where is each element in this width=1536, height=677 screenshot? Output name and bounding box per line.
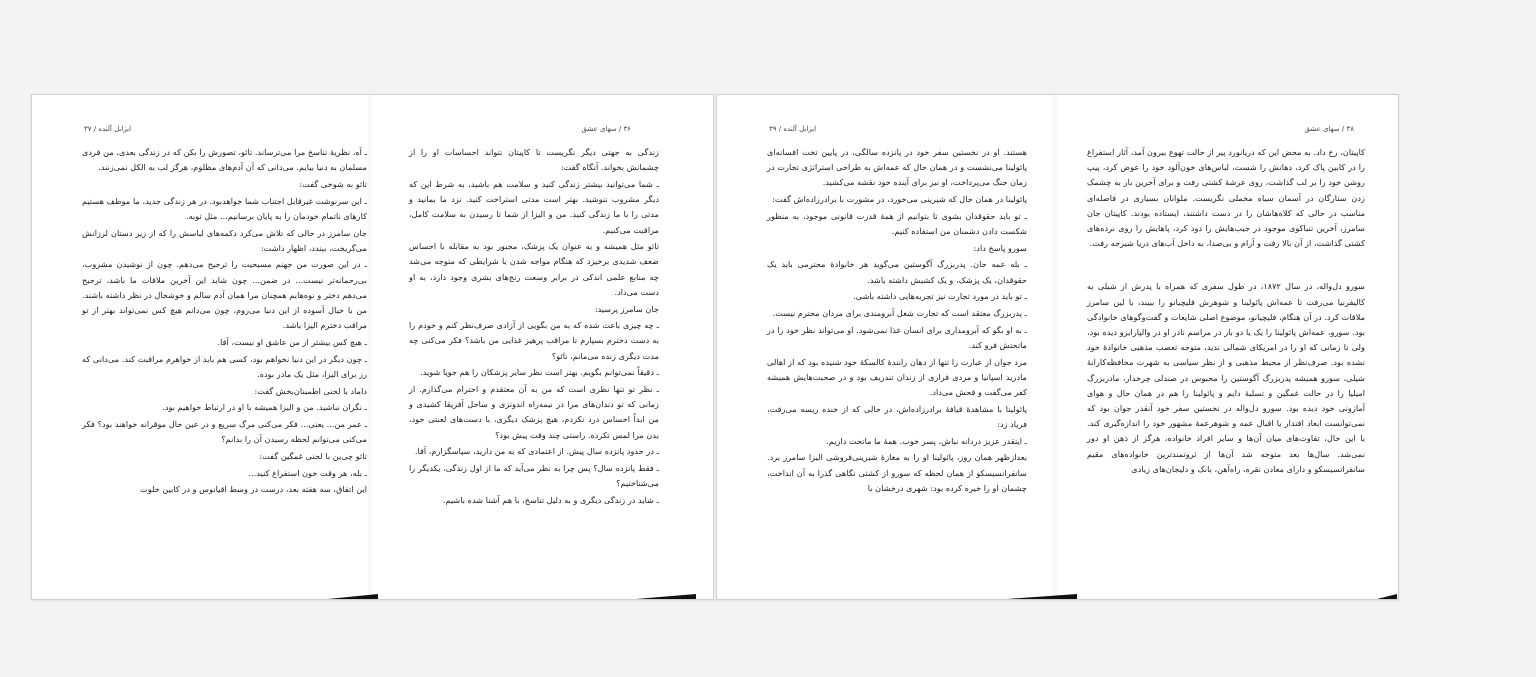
paragraph: تائو چی‌ین با لحنی غمگین گفت: <box>259 450 367 461</box>
paragraph: ـ چه چیزی باعث شده که به من بگویی از آزادی صرف‌نظر کنم و خودم را به دست دخترم بسپارم تا مراقب پرهیز غذایی من باشد؟ فکر می‌کنی چه مدت دیگری زنده می‌مانم، تائو؟ <box>409 320 659 361</box>
paragraph: سورو دل‌واله، در سال ۱۸۷۲، در طول سفری که همراه با پدرش از شیلی به کالیفرنیا می‌رفت تا عمه‌اش پائولینا و شوهرش فلیچیانو را ببیند، با لین سامرز ملاقات کرد. در آن هنگام، فلیچیانو، موضوع اصلی شایعات و گفت‌وگوهای خانوادگی بود. سورو، عمه‌اش پائولینا را یک یا دو بار در مراسم نادر او در والپارایزو دیده بود، ولی تا زمانی که او را در امریکای شمالی ندید، متوجه تعصب مذهبی خانوادهٔ خود نشده بود. صرف‌نظر از محیط مذهبی و از نظر سیاسی به شهرت محافظه‌کارانهٔ شیلی، سورو همیشه پدربزرگ آگوستین را محبوس در صندلی چرخدار، مادربزرگ امیلیا را در حالت غمگین و تسلیهٔ دایم و پائولینا را هم در همان حال و هوای آمازونی خود دیده بود. سورو دل‌واله در نخستین سفر خود آنقدر جوان بود که نمی‌توانست ابعاد اقتدار یا اقبال عمه و شوهرعمهٔ مشهور خود را اندازه‌گیری کند. با این حال، تفاوت‌های میان آن‌ها و سایر افراد خانواده، هرگز از ذهن او دور نمی‌شد. سال‌ها بعد متوجه شد آن‌ها از ثروتمندترین خانواده‌های مقیم سانفرانسیسکو و دارای معادن نقره، راه‌آهن، بانک و دلیجان‌های زیادی <box>1087 281 1365 474</box>
paragraph: ـ بله عمه جان. پدربزرگ آگوستین می‌گوید هر خانوادهٔ محترمی باید یک حقوقدان، یک پزشک، و یک کشیش داشته باشد. <box>767 259 1027 285</box>
page-corner <box>1377 594 1397 599</box>
page-header: ایزابل آلنده / ۳۷ <box>84 125 132 133</box>
text-column <box>409 145 659 510</box>
paragraph: ـ بله، هر وقت خون استفراغ کنید... <box>248 467 367 478</box>
page-header: ایزابل آلنده / ۳۹ <box>769 125 817 133</box>
paragraph: ـ تو باید حقوقدان بشوی تا بتوانیم از همهٔ قدرت قانونی موجود، به منظور شکست دادن دشمنان من استفاده کنیم. <box>767 210 1027 237</box>
text-column <box>82 145 367 499</box>
paragraph: ـ پدربزرگ معتقد است که تجارت شغل آبرومندی برای مردان محترم نیست. <box>772 308 1027 319</box>
page-corner <box>636 594 696 599</box>
paragraph: کاپیتان، رخ داد. به محض این که دریانورد پیر از حالت تهوع بیرون آمد، آثار استفراغ را در کابین پاک کرد، دهانش را شست، لباس‌های خون‌آلود خود را عوض کرد، پیپ روشن خود را بر لب گذاشت، روی عرشهٔ کشتی رفت و برای آخرین بار به چشمک زدن ستارگان در آسمان سیاه مخملی نگریست. ملوانان بسیاری در فاصله‌ای مناسب در حالی که کلاه‌هاشان را در دست داشتند، ایستاده بودند. کاپیتان جان سامرز، آخرین تنباکوی موجود در جیب‌هایش را دود کرد، پاهایش را روی نرده‌های کشتی گذاشت، از آن بالا رفت و آرام و بی‌صدا، به داخل آب‌های دریا شیرجه رفت. <box>1087 147 1365 249</box>
book-spread-right <box>716 94 1399 600</box>
paragraph: پائولینا در همان حال که شیرینی می‌خورد، در مشورت با برادرزاده‌اش گفت: <box>772 194 1027 205</box>
page-corner <box>1007 594 1077 599</box>
page-left <box>717 95 1057 599</box>
paragraph: ـ نظر تو تنها نظری است که من به آن معتقدم و احترام می‌گذارم. از زمانی که تو دندان‌های مرا در نیمه‌راه اندونزی و ساحل آفریقا کشیدی و من ابداً احساس درد نکردم، هیچ پزشک دیگری، با دست‌های لعنتی خود، بدن مرا لمس نکرده. راستی چند وقت پیش بود؟ <box>409 384 659 440</box>
page-left <box>32 95 372 599</box>
paragraph: مرد جوان از عبارت را تنها از دهان رانندهٔ کالسکهٔ خود شنیده بود که از اهالی مادرید اسپانیا و مردی فراری از زندان تندریف بود و در صحبت‌هایش همیشه کفر می‌گفت و فحش می‌داد. <box>767 356 1027 398</box>
paragraph: بعدازظهر همان روز، پائولینا او را به مغازهٔ شیرینی‌فروشی الیزا سامرز برد. سانفرانسیسکو از همان لحظه که سورو از کشتی نگاهی گذرا به آن انداخت، چشمان او را خیره کرده بود: شهری درخشان با <box>767 452 1027 493</box>
paragraph: ـ چون دیگر در این دنیا نخواهم بود، کسی هم باید از خواهرم مراقبت کند. می‌دانی که رز برای الیزا، مثل یک مادر بوده. <box>82 353 367 379</box>
paragraph: ـ آه، نظریهٔ تناسخ مرا می‌ترساند. تائو، تصورش را بکن که در زندگی بعدی، من فردی مسلمان به دنیا بیایم. می‌دانی که آن آدم‌های مظلوم، هرگز لب به الکل نمی‌زنند. <box>82 147 367 173</box>
paragraph: داماد با لحنی اطمینان‌بخش گفت: <box>254 385 367 396</box>
paragraph: این اتفاق، سه هفته بعد، درست در وسط اقیانوس و در کابین خلوت <box>140 484 367 495</box>
paragraph: پائولینا با مشاهدهٔ قیافهٔ برادرزاده‌اش، در حالی که از خنده ریسه می‌رفت، فریاد زد: <box>767 403 1027 429</box>
text-column <box>1087 145 1365 479</box>
paragraph: ـ عمر من... یعنی... فکر می‌کنی مرگ سریع و در عین حال موقرانه خواهند بود؟ فکر می‌کنی می‌توانم لحظه رسیدن آن را بدانم؟ <box>82 418 367 445</box>
paragraph: هستند. او در نخستین سفر خود در پانزده سالگی، در پایین تخت افسانه‌ای پائولینا می‌نشست و در همان حال که عمه‌اش به طراحی استراتژی تجارت در زمان جنگ می‌پرداخت، او نیز برای آینده خود نقشه می‌کشید. <box>767 147 1027 188</box>
paragraph: جان سامرز پرسید: <box>594 303 659 314</box>
paragraph: ـ ایتقدر عزیز دردانه نباش، پسر خوب. همهٔ ما ماتحت داریم. <box>826 435 1027 446</box>
paragraph: ـ نگران نباشید. من و الیزا همیشه با او در ارتباط خواهیم بود. <box>162 402 367 413</box>
paragraph: ـ هیچ کس بیشتر از من عاشق او نیست، آقا. <box>217 336 367 347</box>
book-spread-left <box>31 94 714 600</box>
paragraph: زندگی به جهتی دیگر نگریست تا کاپیتان نتواند احساسات او را از چشمانش بخواند. آنگاه گفت: <box>409 147 659 173</box>
paragraph: سورو پاسخ داد: <box>973 242 1027 253</box>
page-header: ۳۸ / سهای عشق <box>1304 125 1354 133</box>
paragraph: ـ شاید در زندگی دیگری و به دلیل تناسخ، با هم آشنا شده باشیم. <box>442 494 659 505</box>
paragraph: ـ شما می‌توانید بیشتر زندگی کنید و سلامت هم باشید، به شرط این که دیگر مشروب ننوشید. بهتر است مدتی استراحت کنید. نزد ما بمانید و مدتی را با ما زندگی کنید. من و الیزا از شما تا رسیدن به سلامت کامل، مراقبت می‌کنیم. <box>409 178 659 235</box>
page-right <box>372 95 713 599</box>
paragraph: ـ در این صورت من جهنم مسیحیت را ترجیح می‌دهم. چون از نوشیدن مشروب، بی‌رحمانه‌تر نیست... در ضمن... چون شاید این آخرین ملاقات ما باشد، ترجیح می‌دهم دختر و نوه‌هایم همچنان مرا همان آدم سالم و خوشحال در نظر داشته باشند. من با خیال آسوده از این دنیا می‌روم، چون می‌دانم هیچ کس نمی‌تواند بهتر از تو مراقب دخترم الیزا باشد. <box>82 259 367 331</box>
paragraph: تائو به شوخی گفت: <box>299 178 367 189</box>
paragraph: ـ دقیقاً نمی‌توانم بگویم. بهتر است نظر سایر پزشکان را هم جویا شوید. <box>420 367 659 378</box>
page-header: ۳۶ / سهای عشق <box>581 125 631 133</box>
paragraph: ـ به او بگو که آبرومداری برای انسان غذا نمی‌شود. او می‌تواند نظر خود را در ماتحتش فرو کند. <box>767 324 1027 350</box>
paragraph: جان سامرز در حالی که تلاش می‌کرد دکمه‌های لباسش را که از زیر دستان لرزانش می‌گریخت، ببندد، اظهار داشت: <box>82 227 367 253</box>
paragraph: ـ در حدود پانزده سال پیش. از اعتمادی که به من دارید، سپاسگزارم، آقا. <box>414 446 659 457</box>
paragraph: ـ این سرنوشت غیرقابل اجتناب شما خواهدبود. در هر زندگی جدید، ما موظف هستیم کارهای ناتمام خودمان را به پایان برسانیم... مثل توبه. <box>82 195 367 221</box>
text-column <box>767 145 1027 497</box>
paragraph: ـ فقط پانزده سال؟ پس چرا به نظر می‌آید که ما از اول زندگی، یکدیگر را می‌شناختیم؟ <box>409 463 659 489</box>
paragraph: ـ تو باید در مورد تجارت نیز تجربه‌هایی داشته باشی. <box>853 291 1027 302</box>
page-corner <box>328 594 378 599</box>
paragraph: تائو مثل همیشه و به عنوان یک پزشک، مجبور بود به مقابله با احساس ضعف شدیدی برخیزد که هنگام مواجه شدن با شرایطی که متوجه می‌شد چه منابع علمی اندکی در برابر وسعت رنج‌های بشری وجود دارد، به او دست می‌داد. <box>409 241 659 297</box>
page-right <box>1057 95 1398 599</box>
